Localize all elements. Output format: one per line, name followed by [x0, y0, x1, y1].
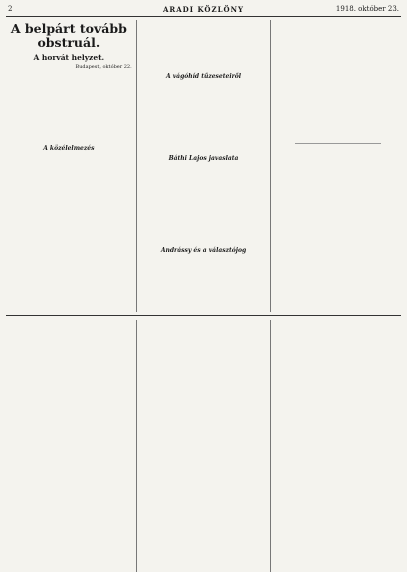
divider — [295, 143, 381, 144]
paragraph — [275, 147, 401, 217]
article-subhead: A horvát helyzet. — [33, 53, 105, 62]
paragraph — [6, 154, 132, 244]
top-columns — [6, 20, 401, 312]
paragraph — [275, 20, 401, 140]
section-heading: A közélelmezés — [43, 145, 95, 153]
section-heading: Andrássy és a választójog — [160, 247, 247, 254]
article-dateline: Budapest, október 22. — [75, 64, 132, 70]
column-1 — [6, 20, 132, 312]
page-header — [6, 4, 401, 17]
page-number: 2 — [8, 5, 13, 13]
section-heading: A vágóhíd tűzeseteiről — [165, 73, 242, 80]
paragraph — [141, 164, 267, 244]
bottom-column-1 — [6, 320, 132, 572]
column-2 — [136, 20, 267, 312]
paragraph — [6, 320, 132, 560]
paragraph — [6, 246, 132, 306]
main-headline: A belpárt tovább obstruál. — [10, 21, 127, 50]
paragraph — [275, 219, 401, 289]
paragraph — [141, 20, 267, 70]
section-heading: Báthi Lajos javaslata — [168, 155, 239, 162]
bottom-column-3 — [270, 320, 401, 572]
bottom-columns — [6, 315, 401, 572]
paragraph — [141, 320, 267, 560]
paragraph — [6, 72, 132, 142]
masthead-title: ARADI KÖZLÖNY — [163, 5, 244, 14]
paragraph — [275, 320, 401, 560]
paragraph — [141, 256, 267, 296]
issue-date: 1918. október 23. — [335, 5, 399, 13]
paragraph — [141, 82, 267, 152]
column-3 — [270, 20, 401, 312]
bottom-column-2 — [136, 320, 267, 572]
